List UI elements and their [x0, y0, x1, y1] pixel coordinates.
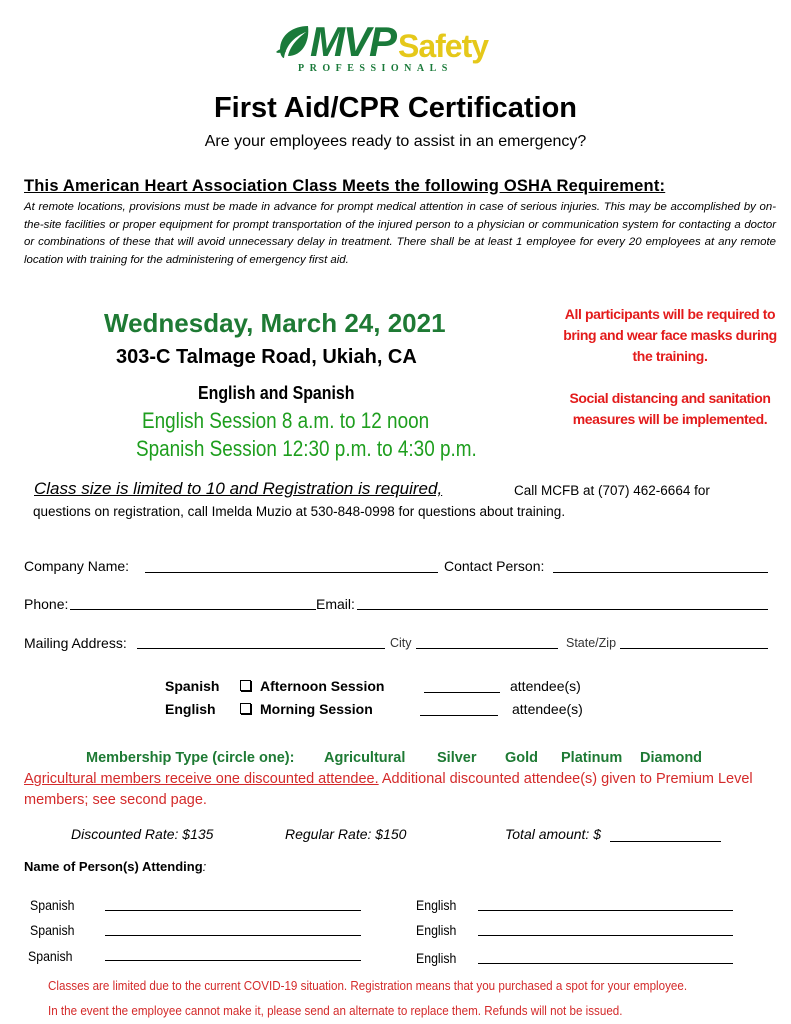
imelda-contact: questions on registration, call Imelda Muzio at 530-848-0998 for questions about training. — [33, 504, 566, 519]
membership-option-silver[interactable]: Silver — [437, 750, 477, 766]
mask-requirement-note: All participants will be required to bring and wear face masks during the training. — [563, 306, 777, 364]
membership-option-platinum[interactable]: Platinum — [561, 750, 623, 766]
company-name-label: Company Name: — [24, 558, 130, 574]
english-attendee-count-field[interactable] — [420, 715, 498, 716]
event-date: Wednesday, March 24, 2021 — [104, 308, 446, 338]
membership-option-gold[interactable]: Gold — [505, 750, 539, 766]
spanish-lang-label: Spanish — [165, 678, 220, 694]
mailing-address-label: Mailing Address: — [24, 635, 127, 651]
contact-person-label: Contact Person: — [444, 558, 545, 574]
logo-brand-tag: PROFESSIONALS — [298, 63, 453, 74]
total-amount-field[interactable] — [610, 841, 721, 842]
attendee-2-left-field[interactable] — [105, 935, 361, 936]
email-label: Email: — [316, 596, 355, 612]
osha-body: At remote locations, provisions must be made in advance for prompt medical attention in case of serious injuries. This may be accomplished by on-the-site facilities or proper equipment for prompt transportation of the injured person to a physician or communication system for contacting a doctor or combinations of these that will avoid unnecessary delay in treatment. There shall be at least 1 employee for every 20 employees at any remote location with training for the administering of emergency first aid. — [24, 201, 776, 266]
phone-field[interactable] — [70, 609, 316, 610]
afternoon-session-label: Afternoon Session — [260, 678, 385, 694]
company-name-field[interactable] — [145, 572, 438, 573]
osha-heading: This American Heart Association Class Meets the following OSHA Requirement: — [24, 177, 666, 195]
footer-line-2: In the event the employee cannot make it, please send an alternate to replace them. Refunds will not be issued. — [48, 1004, 623, 1018]
afternoon-session-checkbox[interactable] — [240, 679, 251, 697]
page-subtitle: Are your employees ready to assist in an emergency? — [204, 133, 587, 150]
attendee-3-lang-left: Spanish — [28, 948, 73, 964]
state-zip-label: State/Zip — [566, 636, 617, 650]
contact-person-field[interactable] — [553, 572, 768, 573]
attendees-heading: Name of Person(s) Attending: — [24, 859, 207, 874]
logo-brand-secondary: Safety — [398, 28, 489, 64]
attendee-1-left-field[interactable] — [105, 910, 361, 911]
leaf-icon — [274, 22, 314, 62]
event-address: 303-C Talmage Road, Ukiah, CA — [116, 346, 417, 368]
spanish-attendee-count-field[interactable] — [424, 692, 500, 693]
page-title: First Aid/CPR Certification — [213, 92, 578, 124]
phone-label: Phone: — [24, 596, 69, 612]
attendee-3-right-field[interactable] — [478, 963, 733, 964]
discount-underlined: Agricultural members receive one discounted attendee. — [24, 771, 379, 787]
attendee-1-lang-left: Spanish — [30, 897, 75, 913]
attendee-2-lang-left: Spanish — [30, 922, 75, 938]
mvp-logo — [268, 16, 528, 78]
attendee-2-right-field[interactable] — [478, 935, 733, 936]
english-session-time: English Session 8 a.m. to 12 noon — [142, 408, 430, 433]
membership-label: Membership Type (circle one): — [86, 750, 295, 766]
membership-option-agricultural[interactable]: Agricultural — [324, 750, 406, 766]
english-attendees-label: attendee(s) — [512, 701, 583, 717]
regular-rate: Regular Rate: $150 — [285, 826, 407, 842]
state-zip-field[interactable] — [620, 648, 768, 649]
spanish-attendees-label: attendee(s) — [510, 678, 581, 694]
city-field[interactable] — [416, 648, 558, 649]
discount-rest: Additional discounted attendee(s) given to Premium Level members; see second page. — [24, 771, 753, 808]
english-lang-label: English — [165, 701, 216, 717]
mailing-address-field[interactable] — [137, 648, 385, 649]
discount-info — [24, 769, 784, 811]
distancing-note: Social distancing and sanitation measures will be implemented. — [569, 390, 771, 427]
mcfb-contact: Call MCFB at (707) 462-6664 for — [514, 483, 710, 498]
spanish-session-time: Spanish Session 12:30 p.m. to 4:30 p.m. — [136, 436, 477, 461]
morning-session-checkbox[interactable] — [240, 702, 251, 720]
footer-line-1: Classes are limited due to the current COVID-19 situation. Registration means that you purchased a spot for your employee. — [48, 979, 688, 993]
attendee-3-left-field[interactable] — [105, 960, 361, 961]
attendee-2-lang-right: English — [416, 922, 457, 938]
attendee-3-lang-right: English — [416, 950, 457, 966]
event-languages: English and Spanish — [198, 382, 355, 403]
class-size-notice: Class size is limited to 10 and Registration is required, — [34, 479, 443, 498]
email-field[interactable] — [357, 609, 768, 610]
discounted-rate: Discounted Rate: $135 — [71, 826, 214, 842]
logo-brand-main: MVP — [310, 18, 396, 65]
city-label: City — [390, 636, 412, 650]
membership-option-diamond[interactable]: Diamond — [640, 750, 703, 766]
attendee-1-right-field[interactable] — [478, 910, 733, 911]
attendee-1-lang-right: English — [416, 897, 457, 913]
morning-session-label: Morning Session — [260, 701, 373, 717]
total-amount-label: Total amount: $ — [505, 826, 601, 842]
